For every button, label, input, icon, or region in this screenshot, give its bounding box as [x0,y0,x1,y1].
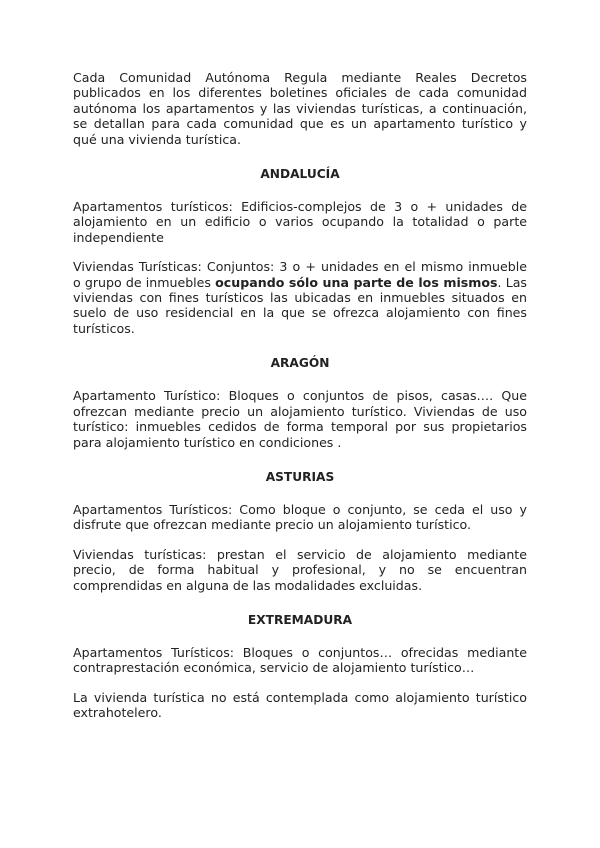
andalucia-viviendas-paragraph [73,259,527,336]
heading-asturias: ASTURIAS [265,469,335,484]
aragon-paragraph: Apartamento Turístico: Bloques o conjuntos de pisos, casas…. Que ofrezcan mediante precio un alojamiento turístico. Viviendas de uso turístico: inmuebles cedidos de forma temporal por sus propietarios para alojamiento turístico en condiciones . [73,388,527,450]
spacer [73,593,527,613]
extremadura-apartments-paragraph: Apartamentos Turísticos: Bloques o conjuntos… ofrecidas mediante contraprestación económica, servicio de alojamiento turístico… [73,644,527,676]
asturias-apartments-paragraph: Apartamentos Turísticos: Como bloque o conjunto, se ceda el uso y disfrute que ofrezcan mediante precio un alojamiento turístico. [73,501,527,533]
heading-andalucia: ANDALUCÍA [260,167,340,182]
spacer [73,533,527,547]
spacer [73,676,527,690]
spacer [73,628,527,645]
spacer [73,336,527,356]
andalucia-viviendas-bold-text: ocupando sólo una parte de los mismos [215,274,498,290]
spacer [73,147,527,167]
spacer [73,182,527,199]
andalucia-viviendas-text-end: . Las viviendas con fines turísticos las ubicadas en inmuebles situados en suelo de uso residencial en la que se ofrezca alojamiento con fines turísticos. [73,274,527,336]
document-page [73,70,527,721]
heading-aragon: ARAGÓN [270,356,330,371]
spacer [73,450,527,470]
spacer [73,371,527,388]
spacer [73,245,527,259]
andalucia-viviendas-text-start: Viviendas Turísticas: Conjuntos: 3 o + unidades en el mismo inmueble o grupo de inmuebles [73,259,527,290]
heading-extremadura: EXTREMADURA [247,612,353,627]
extremadura-viviendas-paragraph: La vivienda turística no está contemplada como alojamiento turístico extrahotelero. [73,689,527,721]
spacer [73,485,527,502]
intro-paragraph: Cada Comunidad Autónoma Regula mediante Reales Decretos publicados en los diferentes boletines oficiales de cada comunidad autónoma los apartamentos y las viviendas turísticas, a continuación, se detallan para cada comunidad que es un apartamento turístico y qué una vivienda turística. [73,70,527,147]
asturias-viviendas-paragraph: Viviendas turísticas: prestan el servicio de alojamiento mediante precio, de forma habitual y profesional, y no se encuentran comprendidas en alguna de las modalidades excluidas. [73,546,527,593]
andalucia-apartments-paragraph: Apartamentos turísticos: Edificios-complejos de 3 o + unidades de alojamiento en un edificio o varios ocupando la totalidad o parte independiente [73,199,527,245]
